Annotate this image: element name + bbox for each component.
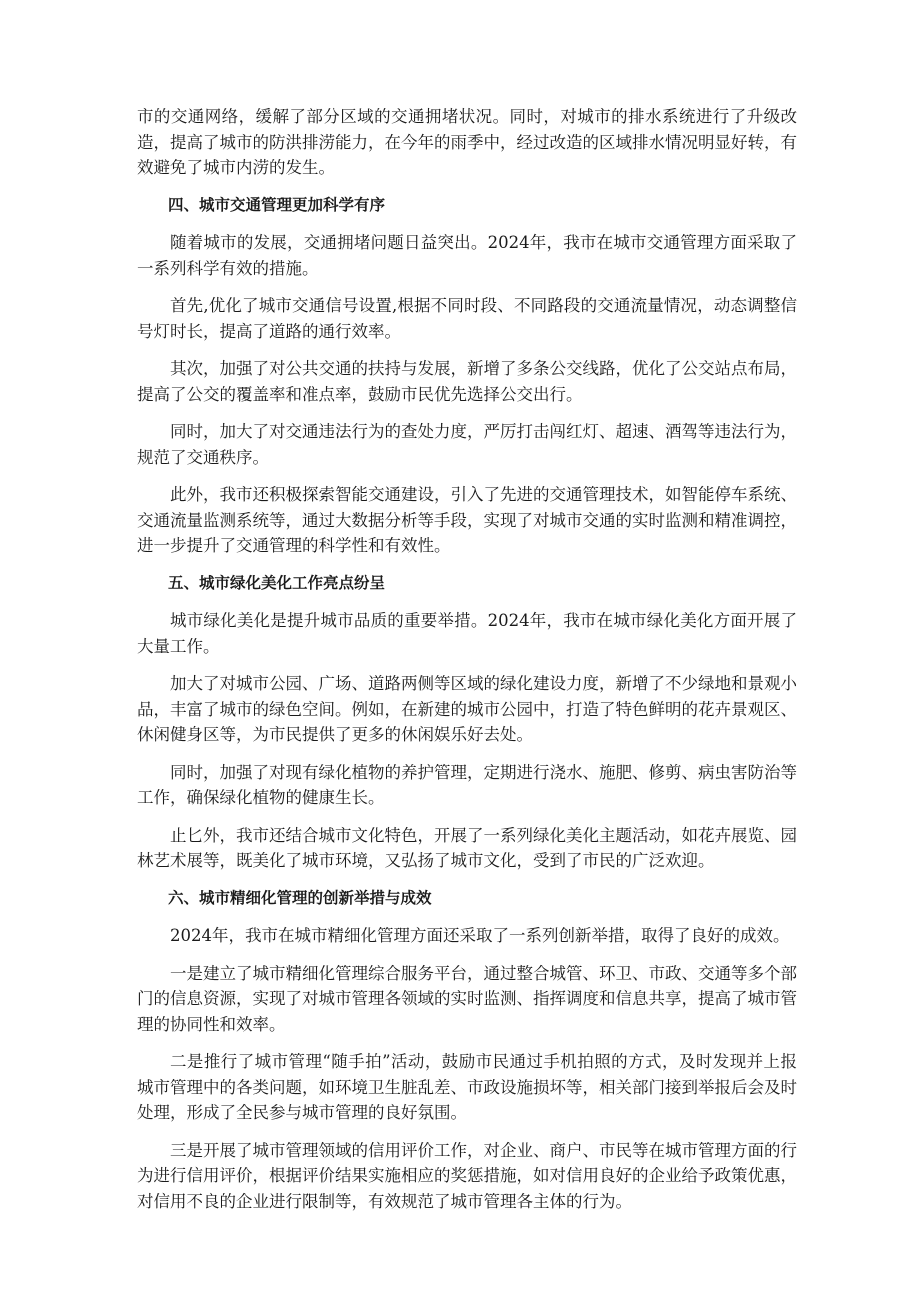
paragraph-greening-events: 止匕外，我市还结合城市文化特色，开展了一系列绿化美化主题活动，如花卉展览、园林艺术展等，既美化了城市环境，又弘扬了城市文化，受到了市民的广泛欢迎。 bbox=[137, 825, 797, 870]
paragraph-traffic-enforcement: 同时，加大了对交通违法行为的查处力度，严厉打击闯红灯、超速、酒驾等违法行为，规范了交通秩序。 bbox=[137, 422, 797, 467]
document-page bbox=[137, 104, 797, 1226]
paragraph-credit-evaluation: 三是开展了城市管理领域的信用评价工作，对企业、商户、市民等在城市管理方面的行为进行信用评价，根据评价结果实施相应的奖惩措施，如对信用良好的企业给予政策优惠，对信用不良的企业进行限制等，有效规范了城市管理各主体的行为。 bbox=[137, 1140, 797, 1211]
paragraph-traffic-intro: 随着城市的发展，交通拥堵问题日益突出。2024年，我市在城市交通管理方面采取了一系列科学有效的措施。 bbox=[137, 233, 797, 278]
paragraph-traffic-signals: 首先,优化了城市交通信号设置,根据不同时段、不同路段的交通流量情况，动态调整信号灯时长，提高了道路的通行效率。 bbox=[137, 296, 797, 341]
paragraph-greening-intro: 城市绿化美化是提升城市品质的重要举措。2024年，我市在城市绿化美化方面开展了大量工作。 bbox=[137, 611, 797, 656]
paragraph-plant-maintenance: 同时，加强了对现有绿化植物的养护管理，定期进行浇水、施肥、修剪、病虫害防治等工作，确保绿化植物的健康生长。 bbox=[137, 762, 797, 807]
paragraph-drainage-continuation: 市的交通网络，缓解了部分区域的交通拥堵状况。同时，对城市的排水系统进行了升级改造，提高了城市的防洪排涝能力，在今年的雨季中，经过改造的区域排水情况明显好转，有效避免了城市内涝的发生。 bbox=[137, 107, 797, 177]
paragraph-refined-intro: 2024年，我市在城市精细化管理方面还采取了一系列创新举措，取得了良好的成效。 bbox=[170, 926, 790, 945]
paragraph-snapshot-campaign: 二是推行了城市管理“随手拍”活动，鼓励市民通过手机拍照的方式，及时发现并上报城市管理中的各类问题，如环境卫生脏乱差、市政设施损坏等，相关部门接到举报后会及时处理，形成了全民参与城市管理的良好氛围。 bbox=[137, 1052, 797, 1122]
paragraph-service-platform: 一是建立了城市精细化管理综合服务平台，通过整合城管、环卫、市政、交通等多个部门的信息资源，实现了对城市管理各领域的实时监测、指挥调度和信息共享，提高了城市管理的协同性和效率。 bbox=[137, 963, 797, 1034]
paragraph-parks: 加大了对城市公园、广场、道路两侧等区域的绿化建设力度，新增了不少绿地和景观小品，丰富了城市的绿色空间。例如，在新建的城市公园中，打造了特色鲜明的花卉景观区、休闲健身区等，为市民提供了更多的休闲娱乐好去处。 bbox=[137, 674, 797, 744]
section-heading-refined-management: 六、城市精细化管理的创新举措与成效 bbox=[168, 888, 432, 907]
paragraph-public-transit: 其次，加强了对公共交通的扶持与发展，新增了多条公交线路，优化了公交站点布局，提高了公交的覆盖率和准点率，鼓励市民优先选择公交出行。 bbox=[137, 359, 797, 404]
section-heading-traffic: 四、城市交通管理更加科学有序 bbox=[168, 195, 386, 214]
paragraph-smart-traffic: 此外，我市还积极探索智能交通建设，引入了先进的交通管理技术，如智能停车系统、交通流量监测系统等，通过大数据分析等手段，实现了对城市交通的实时监测和精准调控，进一步提升了交通管理的科学性和有效性。 bbox=[137, 485, 797, 555]
section-heading-greening: 五、城市绿化美化工作亮点纷呈 bbox=[168, 573, 386, 592]
